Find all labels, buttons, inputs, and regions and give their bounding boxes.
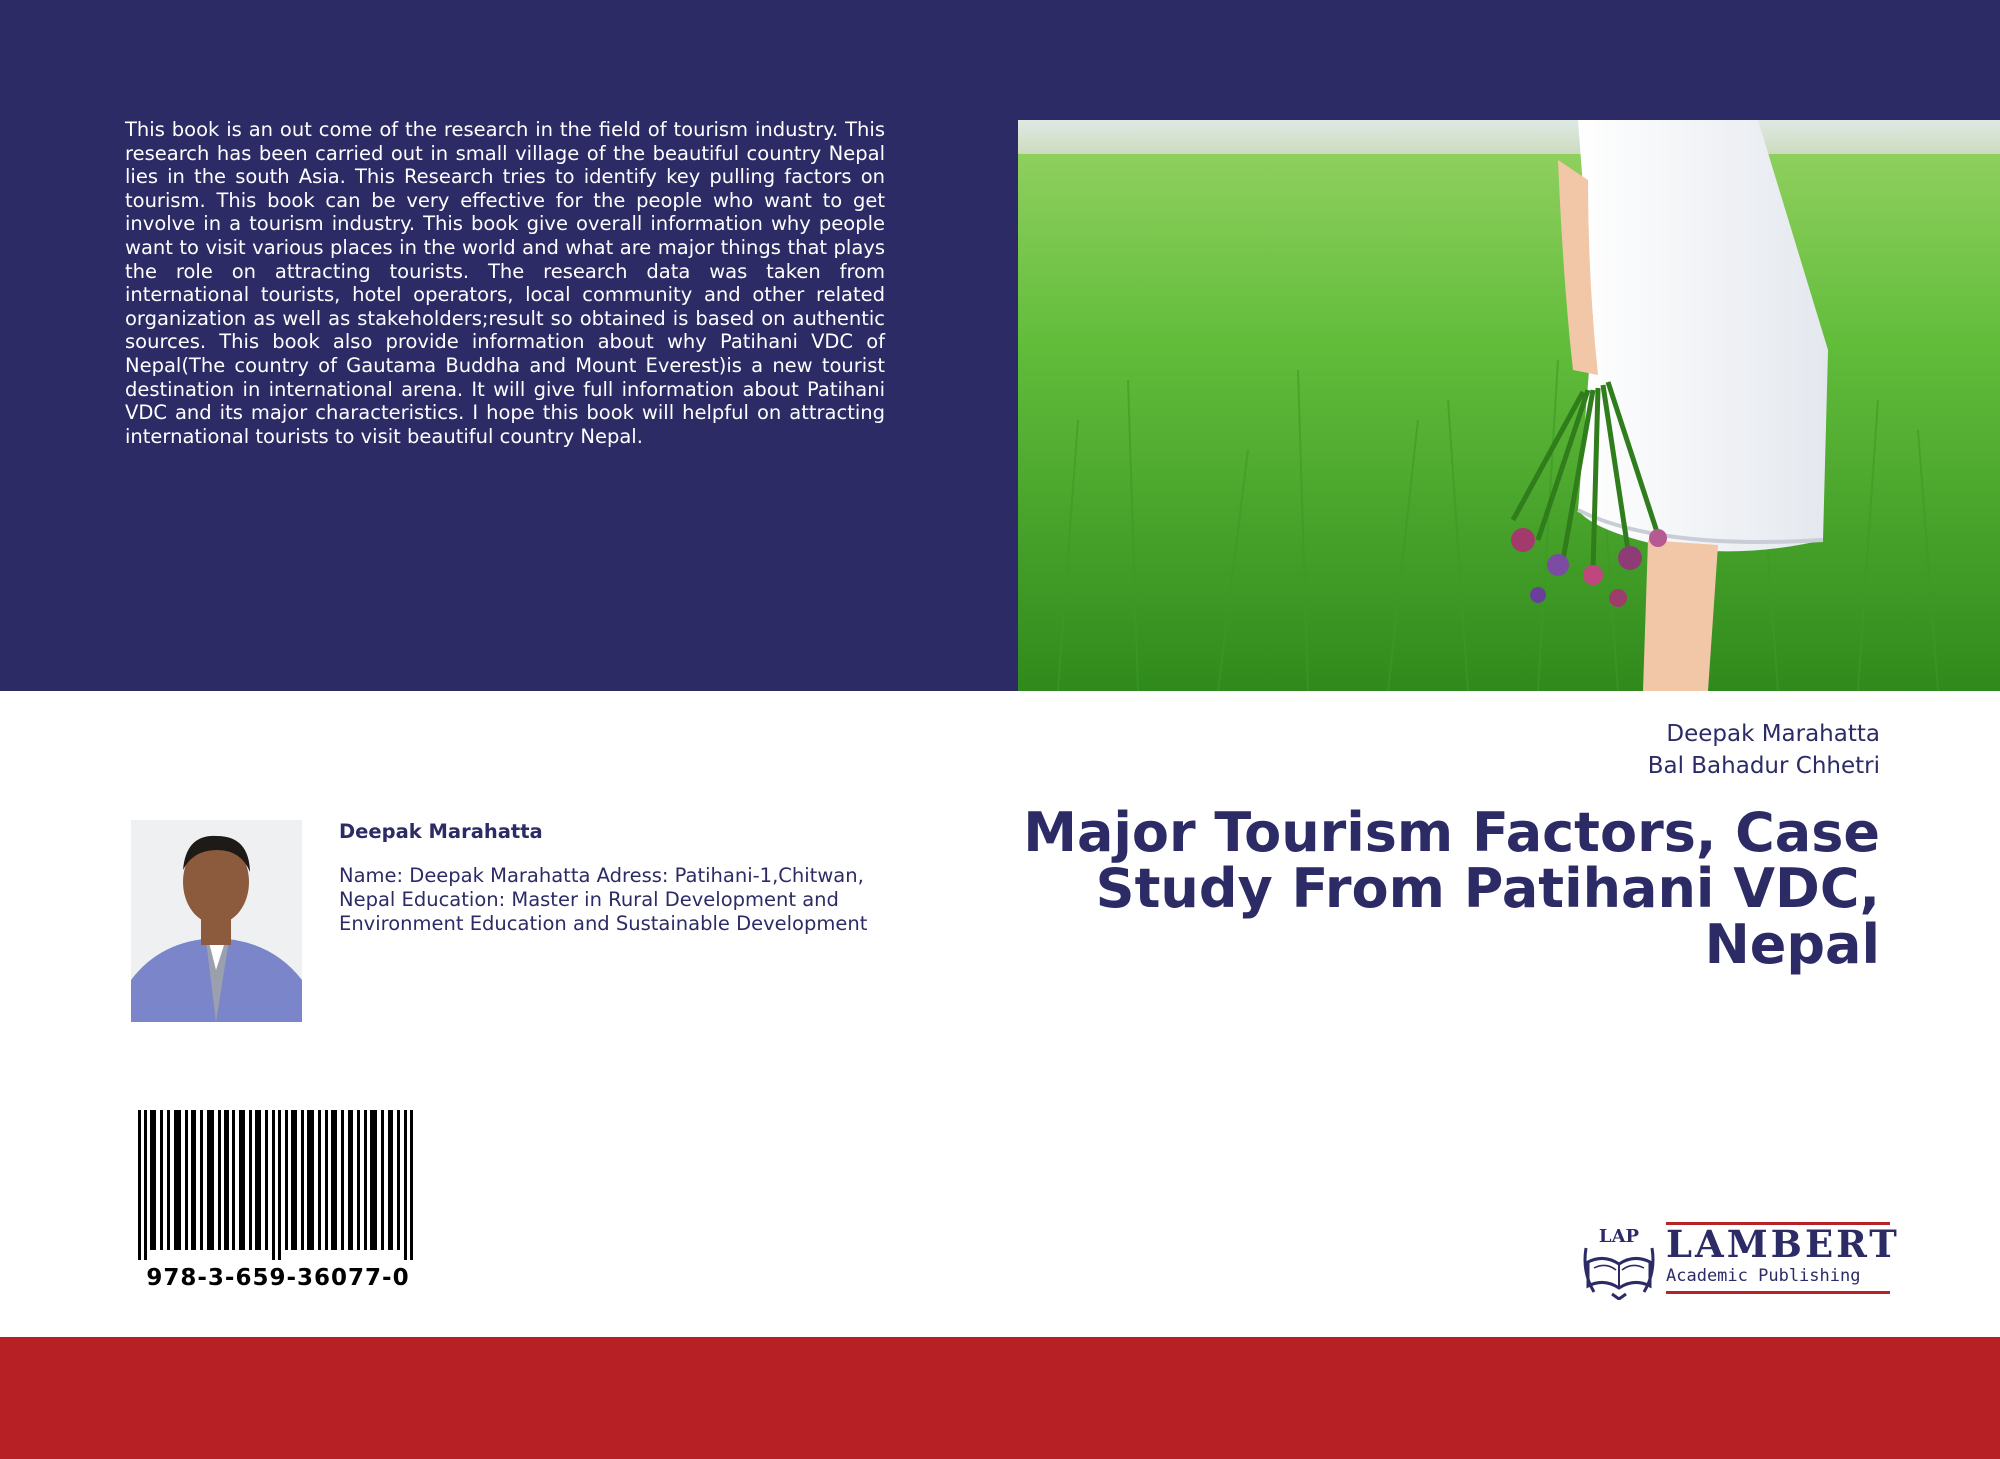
emblem-letters: LAP bbox=[1598, 1226, 1640, 1247]
author-name: Deepak Marahatta bbox=[1666, 721, 1880, 747]
publisher-rule bbox=[1666, 1291, 1890, 1294]
open-book-emblem-icon bbox=[1580, 1222, 1658, 1300]
cover-photo bbox=[1018, 120, 2000, 691]
back-cover-blurb: This book is an out come of the research in the field of tourism industry. This research has been carried out in small village of the beautiful country Nepal lies in the south Asia. This Research tries to identify key pulling factors on tourism. This book can be very effective for the people who want to get involve in a tourism industry. This book give overall information why people want to visit various places in the world and what are major things that plays the role on attracting tourists. The research data was taken from international tourists, hotel operators, local community and other related organization as well as stakeholders;result so obtained is based on authentic sources. This book also provide information about why Patihani VDC of Nepal(The country of Gautama Buddha and Mount Everest)is a new tourist destination in international arena. It will give full information about Patihani VDC and its major characteristics. I hope this book will helpful on attracting international tourists to visit beautiful country Nepal. bbox=[125, 118, 885, 448]
publisher-name: LAMBERT bbox=[1666, 1222, 1900, 1266]
book-title: Major Tourism Factors, Case Study From Patihani VDC, Nepal bbox=[1023, 801, 1880, 976]
front-cover-authors bbox=[1648, 718, 1880, 782]
isbn-number: 978-3-659-36077-0 bbox=[146, 1265, 410, 1291]
barcode-icon bbox=[138, 1110, 418, 1260]
publisher-subtitle: Academic Publishing bbox=[1666, 1266, 1861, 1286]
publisher-logo bbox=[1580, 1222, 1900, 1300]
author-name: Bal Bahadur Chhetri bbox=[1647, 753, 1880, 779]
author-photo bbox=[131, 820, 302, 1022]
bottom-red-band bbox=[0, 1337, 2000, 1459]
bio-author-name: Deepak Marahatta bbox=[339, 820, 543, 843]
bio-text: Name: Deepak Marahatta Adress: Patihani-1,Chitwan, Nepal Education: Master in Rural Development and Environment Education and Sustainable Development bbox=[339, 864, 868, 935]
